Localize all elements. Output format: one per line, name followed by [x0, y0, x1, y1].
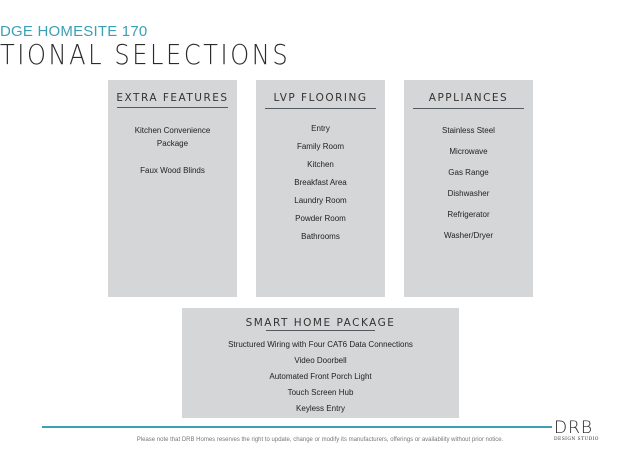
list-item: Powder Room	[295, 214, 346, 223]
list-item: Automated Front Porch Light	[269, 372, 372, 381]
list-item: Kitchen	[307, 160, 334, 169]
card-title: EXTRA FEATURES	[116, 92, 229, 104]
list-item: Laundry Room	[294, 196, 347, 205]
list-item: Entry	[311, 124, 330, 133]
list-item: Keyless Entry	[296, 404, 345, 413]
list-item: Structured Wiring with Four CAT6 Data Connections	[228, 340, 413, 349]
list-item: Dishwasher	[447, 189, 490, 198]
appliances-card	[404, 80, 533, 297]
list-item: Refrigerator	[447, 210, 490, 219]
list-item: Video Doorbell	[294, 356, 347, 365]
list-item: Stainless Steel	[442, 126, 495, 135]
list-item: Package	[156, 139, 189, 148]
list-item: Kitchen Convenience	[134, 126, 211, 135]
footer-divider	[42, 426, 552, 428]
list-item: Washer/Dryer	[443, 231, 494, 240]
logo-subtitle: DESIGN STUDIO	[554, 437, 599, 442]
list-item: Family Room	[296, 142, 345, 151]
drb-logo	[554, 420, 602, 446]
list-item: Breakfast Area	[294, 178, 347, 187]
card-title: LVP FLOORING	[273, 92, 368, 104]
card-divider	[117, 107, 228, 108]
list-item: Touch Screen Hub	[287, 388, 354, 397]
card-divider	[266, 330, 375, 331]
card-divider	[413, 108, 524, 109]
logo-mark: DRB	[554, 418, 594, 438]
list-item: Microwave	[449, 147, 488, 156]
page-subtitle: DGE HOMESITE 170	[0, 23, 148, 40]
extra-features-card	[108, 80, 237, 297]
disclaimer-text: Please note that DRB Homes reserves the right to update, change or modify its manufacturers, offerings or availability without prior notice.	[136, 437, 504, 443]
card-title: SMART HOME PACKAGE	[245, 317, 396, 329]
card-title: APPLIANCES	[428, 92, 509, 104]
lvp-flooring-card	[256, 80, 385, 297]
card-divider	[265, 108, 376, 109]
list-item: Faux Wood Blinds	[140, 166, 205, 175]
smart-home-package-card	[182, 308, 459, 418]
page-title: TIONAL SELECTIONS	[0, 38, 291, 71]
list-item: Gas Range	[448, 168, 489, 177]
list-item: Bathrooms	[301, 232, 340, 241]
